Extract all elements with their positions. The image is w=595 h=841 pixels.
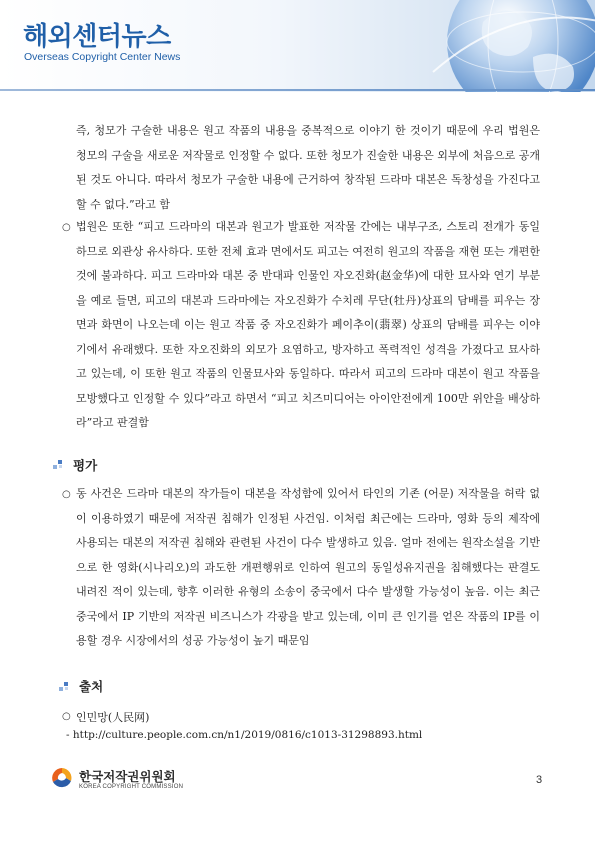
evaluation-paragraph: 동 사건은 드라마 대본의 작가들이 대본을 작성함에 있어서 타인의 기존 (어문) 저작물을 허락 없이 이용하였기 때문에 저작권 침해가 인정된 사건임. 이처럼 최근에는 드라마, 영화 등의 제작에 사용되는 대본의 저작권 침해와 관련된 사건이 다수 발생하고 있음. 얼마 전에는 원작소설을 기반으로 한 영화(시나리오)의 과도한 개편행위로 인하여 원고의 동일성유지권을 침해했다는 판결도 내려진 적이 있는데, 향후 이러한 유형의 소송이 중국에서 다수 발생할 가능성이 높음. 이는 최근 중국에서 IP 기반의 저작권 비즈니스가 각광을 받고 있는데, 이미 큰 인기를 얻은 작품의 IP를 이용할 경우 시장에서의 성공 가능성이 높기 때문임 [76, 487, 540, 647]
source-url[interactable]: - http://culture.people.com.cn/n1/2019/0816/c1013-31298893.html [66, 729, 423, 741]
page-number: 3 [536, 774, 543, 786]
evaluation-heading: 평가 [73, 458, 98, 473]
header-title: 해외센터뉴스 [23, 22, 171, 52]
bullet-marker: ○ [62, 489, 71, 500]
bullet-marker: ○ [62, 711, 71, 722]
page-header [0, 0, 595, 92]
bullet-marker: ○ [62, 222, 71, 233]
source-heading: 출처 [79, 679, 104, 694]
section-bullet-icon [50, 459, 66, 471]
copyright-commission-logo-icon [50, 766, 74, 790]
globe-icon [423, 0, 595, 92]
source-name: 인민망(人民网) [76, 711, 150, 724]
header-divider [0, 89, 595, 91]
footer-org-name-en: KOREA COPYRIGHT COMMISSION [79, 784, 184, 790]
header-subtitle: Overseas Copyright Center News [24, 51, 181, 63]
section-bullet-icon [56, 681, 72, 693]
body-paragraph-1: 즉, 청모가 구술한 내용은 원고 작품의 내용을 중복적으로 이야기 한 것이기 때문에 우리 법원은 청모의 구술을 새로운 저작물로 인정할 수 없다. 또한 청모가 진술한 내용은 외부에 처음으로 공개된 것도 아니다. 따라서 청모가 구술한 내용에 근거하여 창작된 드라마 대본은 독창성을 가진다고 할 수 없다.”라고 함 [76, 124, 540, 211]
footer-org-name: 한국저작권위원회 [79, 769, 176, 784]
body-paragraph-2: 법원은 또한 “피고 드라마의 대본과 원고가 발표한 저작물 간에는 내부구조, 스토리 전개가 동일하므로 외관상 유사하다. 또한 전체 효과 면에서도 피고는 여전히 원고의 작품을 재현 또는 개편한 것에 불과하다. 피고 드라마와 대본 중 반대파 인물인 자오진화(赵金华)에 대한 묘사와 연기 부분을 예로 들면, 피고의 대본과 드라마에는 자오진화가 수치레 무단(牡丹)상표의 담배를 피우는 장면과 화면이 나오는데 이는 원고 작품 중 자오진화가 페이추이(翡翠) 상표의 담배를 피우는 이야기에서 유래했다. 또한 자오진화의 외모가 요염하고, 방자하고 폭력적인 성격을 가졌다고 묘사하고 있는데, 이 또한 원고 작품의 인물묘사와 동일하다. 따라서 피고의 드라마 대본이 원고 작품을 모방했다고 인정할 수 있다”라고 하면서 “피고 치즈미디어는 아이안전에게 100만 위안을 배상하라”라고 판결함 [76, 220, 540, 429]
